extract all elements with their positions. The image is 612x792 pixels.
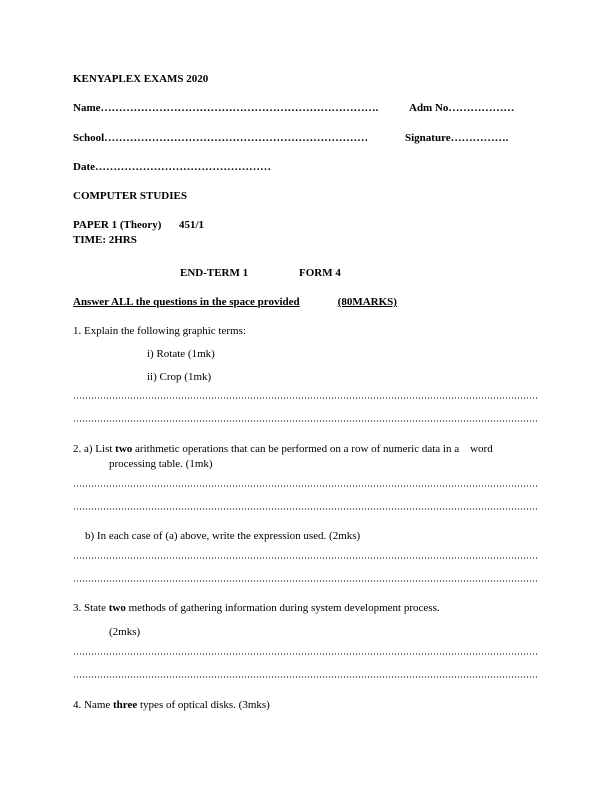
answer-line[interactable] [73, 676, 539, 678]
question-3-marks: (2mks) [109, 626, 141, 638]
name-field-label: Name…………………………………………………………………. [73, 102, 379, 114]
question-2a-text-start: 2. a) List [73, 443, 116, 455]
question-4-text-end: types of optical disks. (3mks) [137, 699, 270, 711]
question-4-text-start: 4. Name [73, 699, 114, 711]
question-3-text-start: 3. State [73, 602, 109, 614]
question-3-stem [73, 601, 440, 615]
question-2a-text-end: arithmetic operations that can be performed on a row of numeric data in a word [132, 443, 493, 455]
answer-line[interactable] [73, 485, 539, 487]
signature-field-label: Signature……………. [405, 132, 509, 144]
instructions-marks: (80MARKS) [337, 296, 397, 308]
exam-title: KENYAPLEX EXAMS 2020 [73, 73, 209, 85]
question-2b-stem: b) In each case of (a) above, write the expression used. (2mks) [85, 530, 361, 542]
instructions-text: Answer ALL the questions in the space provided [73, 296, 300, 308]
question-3-text-end: methods of gathering information during system development process. [125, 602, 440, 614]
question-1-stem: 1. Explain the following graphic terms: [73, 325, 246, 337]
instructions-line [73, 295, 425, 309]
question-2a-stem [73, 442, 493, 456]
question-2a-emphasis: two [115, 443, 133, 455]
paper-title: PAPER 1 (Theory) [73, 219, 162, 231]
adm-no-field-label: Adm No……………… [409, 102, 515, 114]
answer-line[interactable] [73, 508, 539, 510]
question-4-emphasis: three [113, 699, 138, 711]
term-label: END-TERM 1 [180, 267, 249, 279]
subject-title: COMPUTER STUDIES [73, 190, 187, 202]
answer-line[interactable] [73, 580, 539, 582]
answer-line[interactable] [73, 397, 539, 399]
paper-code: 451/1 [179, 219, 205, 231]
question-3-emphasis: two [108, 602, 126, 614]
question-2a-continuation: processing table. (1mk) [109, 458, 213, 470]
question-1-part-i: i) Rotate (1mk) [147, 348, 215, 360]
answer-line[interactable] [73, 420, 539, 422]
question-4-stem [73, 698, 270, 712]
form-label: FORM 4 [299, 267, 341, 279]
answer-line[interactable] [73, 557, 539, 559]
date-field-label: Date………………………………………… [73, 161, 271, 173]
answer-line[interactable] [73, 653, 539, 655]
question-1-part-ii: ii) Crop (1mk) [147, 371, 212, 383]
school-field-label: School……………………………………………………………… [73, 132, 369, 144]
time-allowed: TIME: 2HRS [73, 234, 137, 246]
